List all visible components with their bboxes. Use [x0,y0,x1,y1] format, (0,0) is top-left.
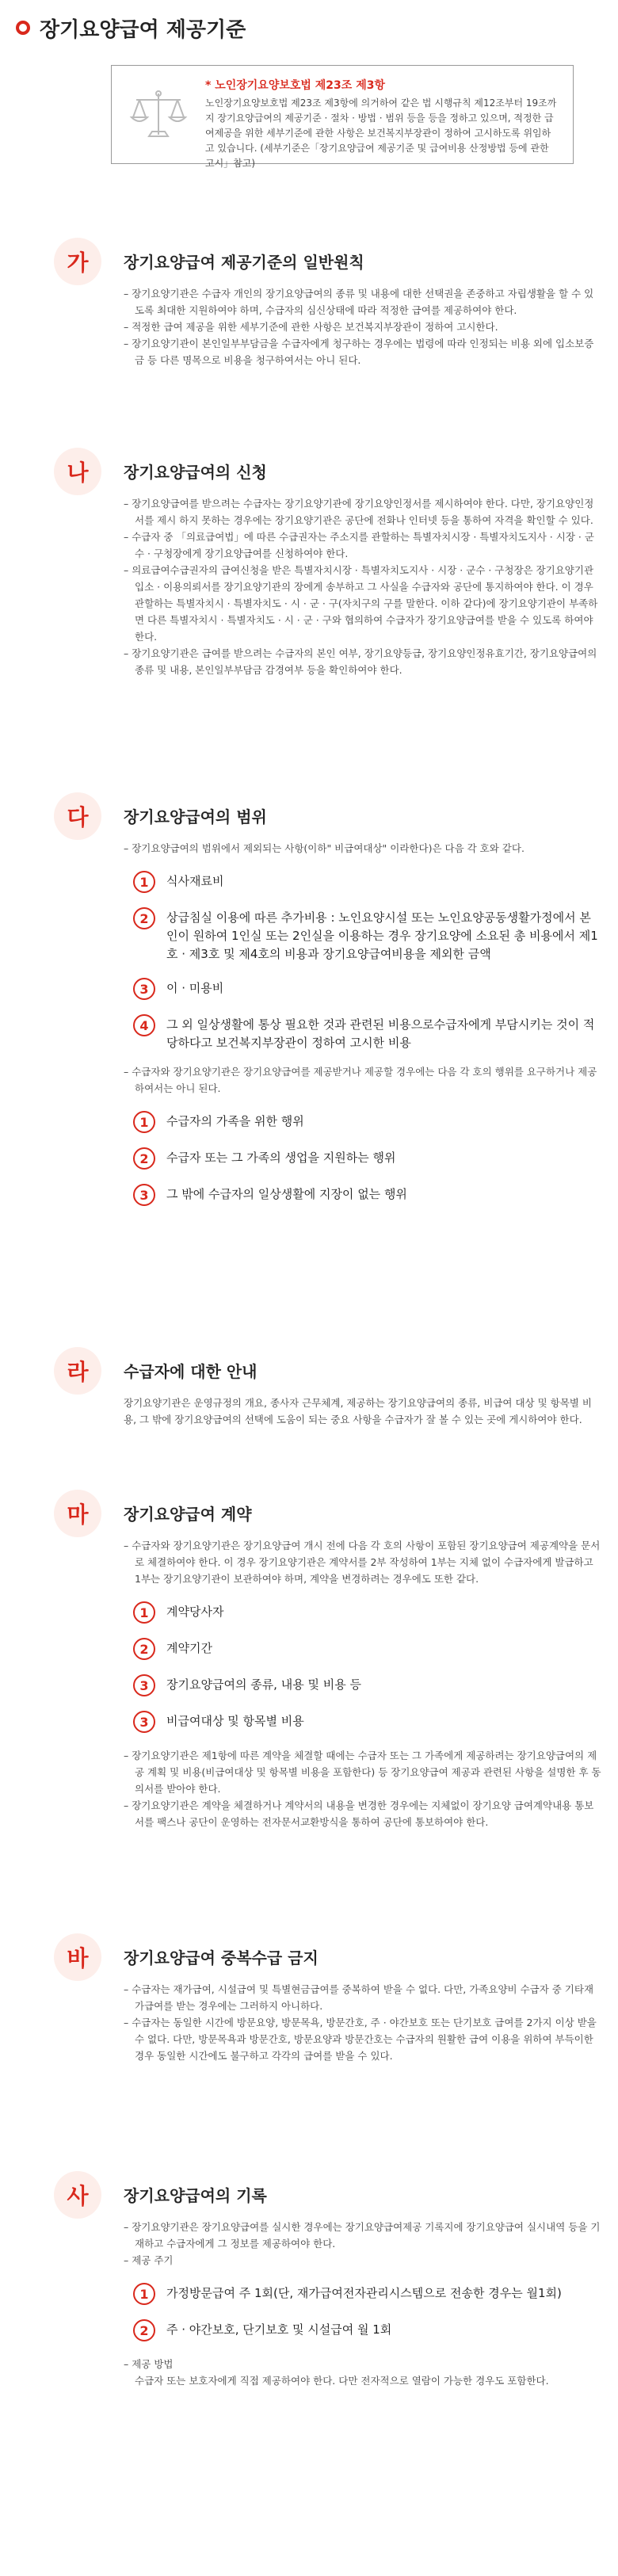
list-item: – 수급자와 장기요양기관은 장기요양급여를 제공받거나 제공할 경우에는 다음 각 호의 행위를 요구하거나 제공하여서는 아니 된다. [124,1063,602,1097]
numbered-item-text: 수급자의 가족을 위한 행위 [166,1114,304,1128]
number-badge: 3 [133,1711,155,1733]
section-badge: 사 [54,2171,101,2219]
list-item: – 수급자 중 「의료급여법」에 따른 수급권자는 주소지를 관할하는 특별자치시장 · 특별자치도지사 · 시장 · 군수 · 구청장에게 장기요양급여를 신청하여야 한다. [124,529,602,562]
numbered-item-text: 계약기간 [166,1641,212,1655]
law-body: 노인장기요양보호법 제23조 제3항에 의거하여 같은 법 시행규칙 제12조부터 19조까지 장기요양급여의 제공기준 · 절차 · 방법 · 범위 등을 등을 정하고 있으며, 적정한 급여제공을 위한 세부기준에 관한 사항은 보건복지부장관이 정하여 고시하도록 위임하고 있습니다. (세부기준은「장기요양급여 제공기준 및 급여비용 산정방법 등에 관한 고시」참고) [205,97,557,169]
section-badge: 라 [54,1347,101,1395]
numbered-item-text: 주 · 야간보호, 단기보호 및 시설급여 월 1회 [166,2322,392,2337]
numbered-item [133,1147,602,1170]
numbered-item [133,871,602,893]
section-duplicate-ban [16,1933,602,2064]
numbered-item-text: 이 · 미용비 [166,981,224,995]
list-item: – 장기요양기관은 제1항에 따른 계약을 체결할 때에는 수급자 또는 그 가족에게 제공하려는 장기요양급여의 제공 계획 및 비용(비급여대상 및 항목별 비용을 포함한다) 등 장기요양급여 제공과 관련된 사항을 설명한 후 동의서를 받아야 한다. [124,1747,602,1797]
section-badge: 마 [54,1490,101,1537]
list-item: – 수급자는 재가급여, 시설급여 및 특별현금급여를 중복하여 받을 수 없다. 다만, 가족요양비 수급자 중 기타재가급여를 받는 경우에는 그러하지 아니하다. [124,1981,602,2014]
numbered-item [133,978,602,1000]
list-item: – 제공 방법 [124,2356,602,2372]
numbered-item-text: 그 외 일상생활에 통상 필요한 것과 관련된 비용으로수급자에게 부담시키는 것이 적당하다고 보건복지부장관이 정하여 고시한 비용 [166,1017,595,1050]
section-records [16,2171,602,2389]
section-badge: 다 [54,792,101,840]
section-title: 장기요양급여 계약 [124,1505,252,1524]
numbered-item-text: 식사재료비 [166,874,224,888]
numbered-item [133,1184,602,1206]
section-title: 장기요양급여 중복수급 금지 [124,1948,319,1967]
number-badge: 3 [133,978,155,1000]
numbered-item-text: 수급자 또는 그 가족의 생업을 지원하는 행위 [166,1151,396,1165]
list-item: – 장기요양기관은 급여를 받으려는 수급자의 본인 여부, 장기요양등급, 장기요양인정유효기간, 장기요양급여의 종류 및 내용, 본인일부부담금 감경여부 등을 확인하여야 한다. [124,645,602,678]
number-badge: 1 [133,871,155,893]
section-scope [16,792,602,1206]
numbered-item-text: 장기요양급여의 종류, 내용 및 비용 등 [166,1677,361,1692]
number-badge: 1 [133,1601,155,1624]
method-body: 수급자 또는 보호자에게 직접 제공하여야 한다. 다만 전자적으로 열람이 가능한 경우도 포함한다. [135,2375,549,2387]
section-title: 장기요양급여의 기록 [124,2186,267,2205]
section-guidance [16,1347,602,1428]
number-badge: 2 [133,1638,155,1660]
scale-icon [123,77,194,152]
section-contract [16,1490,602,1830]
section-title: 수급자에 대한 안내 [124,1362,258,1381]
section-general-principles [16,238,602,368]
list-item: – 장기요양급여의 범위에서 제외되는 사항(이하" 비급여대상" 이라한다)은 다음 각 호와 같다. [124,840,602,857]
list-item: – 적정한 급여 제공을 위한 세부기준에 관한 사항은 보건복지부장관이 정하여 고시한다. [124,319,602,335]
numbered-item [133,1711,602,1733]
list-item: – 장기요양기관은 계약을 체결하거나 계약서의 내용을 변경한 경우에는 지체없이 장기요양 급여계약내용 통보서를 팩스나 공단이 운영하는 전자문서교환방식을 통하여 공단에 통보하여야 한다. [124,1797,602,1830]
list-item: – 장기요양기관은 수급자 개인의 장기요양급여의 종류 및 내용에 대한 선택권을 존중하고 자립생활을 할 수 있도록 최대한 지원하여야 하며, 수급자의 심신상태에 따라 적정한 급여를 제공하여야 한다. [124,285,602,319]
number-badge: 1 [133,1111,155,1133]
numbered-item [133,1601,602,1624]
numbered-item-text: 그 밖에 수급자의 일상생활에 지장이 없는 행위 [166,1187,407,1201]
section-title: 장기요양급여의 신청 [124,463,267,482]
numbered-item [133,2319,602,2341]
numbered-item [133,907,602,964]
number-badge: 2 [133,2319,155,2341]
list-item: – 의료급여수급권자의 급여신청을 받은 특별자치시장 · 특별자치도지사 · 시장 · 군수 · 구청장은 장기요양기관 입소 · 이용의뢰서를 장기요양기관의 장에게 송부하고 그 사실을 수급자와 공단에 통지하여야 한다. 이 경우 관할하는 특별자치시 · 특별자치도 · 시 · 군 · 구(자치구의 구를 말한다. 이하 같다)에 장기요양기관이 부족하면 다른 특별자치시 · 특별자치도 · 시 · 군 · 구와 협의하여 수급자가 장기요양급여를 받을 수 있도록 하여야 한다. [124,562,602,645]
numbered-item-text: 비급여대상 및 항목별 비용 [166,1714,304,1728]
number-badge: 4 [133,1014,155,1036]
list-item: – 수급자는 동일한 시간에 방문요양, 방문목욕, 방문간호, 주 · 야간보호 또는 단기보호 급여를 2가지 이상 받을 수 없다. 다만, 방문목욕과 방문간호, 방문요양과 방문간호는 수급자의 원활한 급여 이용을 위하여 부득이한 경우 동일한 시간에도 불구하고 각각의 급여를 받을 수 있다. [124,2014,602,2064]
list-item: – 장기요양기관은 장기요양급여를 실시한 경우에는 장기요양급여제공 기록지에 장기요양급여 실시내역 등을 기재하고 수급자에게 그 정보를 제공하여야 한다. [124,2219,602,2252]
list-item: – 장기요양기관이 본인일부부담금을 수급자에게 청구하는 경우에는 법령에 따라 인정되는 비용 외에 입소보증금 등 다른 명목으로 비용을 청구하여서는 아니 된다. [124,335,602,368]
section-title: 장기요양급여 제공기준의 일반원칙 [124,253,364,272]
list-item: – 제공 주기 [124,2252,602,2269]
section-body: 장기요양기관은 운영규정의 개요, 종사자 근무체계, 제공하는 장기요양급여의 종류, 비급여 대상 및 항목별 비용, 그 밖에 장기요양급여의 선택에 도움이 되는 중요 사항을 수급자가 잘 볼 수 있는 곳에 게시하여야 한다. [124,1397,592,1425]
law-heading: * 노인장기요양보호법 제23조 제3항 [205,79,385,92]
title-bullet-icon [16,21,30,35]
numbered-item [133,1014,602,1052]
numbered-item-text: 가정방문급여 주 1회(단, 재가급여전자관리시스템으로 전송한 경우는 월1회) [166,2286,562,2300]
numbered-item-text: 계약당사자 [166,1605,224,1619]
numbered-item [133,2283,602,2305]
page-title: 장기요양급여 제공기준 [40,17,246,42]
law-reference-box [111,65,574,169]
section-badge: 나 [54,448,101,495]
section-application [16,448,602,678]
numbered-item [133,1111,602,1133]
section-badge: 가 [54,238,101,285]
numbered-item [133,1638,602,1660]
list-item: – 장기요양급여를 받으려는 수급자는 장기요양기관에 장기요양인정서를 제시하여야 한다. 다만, 장기요양인정서를 제시 하지 못하는 경우에는 장기요양기관은 공단에 전화나 인터넷 등을 통하여 자격을 확인할 수 있다. [124,495,602,529]
number-badge: 3 [133,1674,155,1696]
list-item: – 수급자와 장기요양기관은 장기요양급여 개시 전에 다음 각 호의 사항이 포함된 장기요양급여 제공계약을 문서로 체결하여야 한다. 이 경우 장기요양기관은 계약서를 2부 작성하여 1부는 지체 없이 수급자에게 발급하고 1부는 장기요양기관이 보관하여야 하며, 계약을 변경하려는 경우에도 또한 같다. [124,1537,602,1587]
numbered-item-text: 상급침실 이용에 따른 추가비용 : 노인요양시설 또는 노인요양공동생활가정에서 본인이 원하여 1인실 또는 2인실을 이용하는 경우 장기요양에 소요된 총 비용에서 제1호 · 제3호 및 제4호의 비용과 장기요양급여비용을 제외한 금액 [166,910,598,961]
section-title: 장기요양급여의 범위 [124,807,267,826]
number-badge: 1 [133,2283,155,2305]
section-badge: 바 [54,1933,101,1981]
number-badge: 2 [133,1147,155,1170]
number-badge: 2 [133,907,155,929]
numbered-item [133,1674,602,1696]
title-row [16,0,602,55]
number-badge: 3 [133,1184,155,1206]
